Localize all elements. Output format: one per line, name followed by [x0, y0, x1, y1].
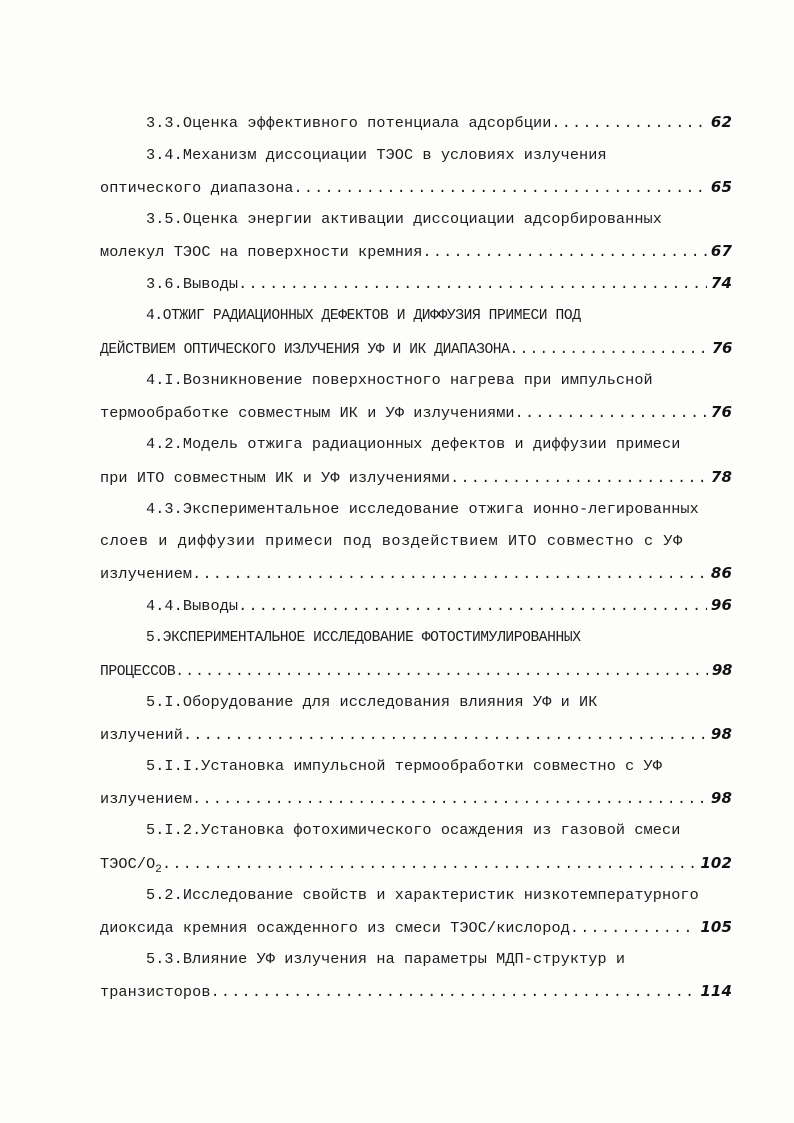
toc-entry-text: 4.3.Экспериментальное исследование отжига ионно-легированных — [146, 500, 699, 518]
toc-entry-text: 5.I.2.Установка фотохимического осаждения из газовой смеси — [146, 821, 681, 839]
toc-entry-3-3 — [146, 110, 732, 134]
toc-entry-5-1-line2 — [100, 722, 732, 746]
page-number: 98 — [710, 789, 732, 807]
toc-entry-text: ПРОЦЕССОВ — [100, 664, 176, 680]
toc-entry-text: 4.4.Выводы — [146, 597, 239, 615]
toc-entry-text: 3.3.Оценка эффективного потенциала адсорбции — [146, 114, 552, 132]
toc-entry-4-2-line2 — [100, 465, 732, 489]
toc-entry-5-1-2-line1 — [146, 818, 732, 842]
leader-dots — [570, 916, 696, 940]
toc-entry-5-1-2-line2 — [100, 851, 732, 875]
toc-entry-text: 3.6.Выводы — [146, 275, 239, 293]
toc-entry-text: 5.I.Оборудование для исследования влияния УФ и ИК — [146, 693, 598, 711]
toc-entry-4-1-line1 — [146, 368, 732, 392]
toc-entry-3-4-line1 — [146, 143, 732, 167]
toc-entry-text: 4.ОТЖИГ РАДИАЦИОННЫХ ДЕФЕКТОВ И ДИФФУЗИЯ ПРИМЕСИ ПОД — [146, 308, 581, 324]
toc-entry-5-1-1-line1 — [146, 754, 732, 778]
toc-entry-text: 5.2.Исследование свойств и характеристик низкотемпературного — [146, 886, 699, 904]
toc-entry-text: 5.ЭКСПЕРИМЕНТАЛЬНОЕ ИССЛЕДОВАНИЕ ФОТОСТИМУЛИРОВАННЫХ — [146, 630, 581, 646]
toc-entry-4-3-line1 — [146, 497, 732, 521]
toc-entry-4-2-line1 — [146, 432, 732, 456]
toc-entry-5-2-line1 — [146, 883, 732, 907]
toc-entry-text: 5.3.Влияние УФ излучения на параметры МДП-структур и — [146, 950, 626, 968]
toc-entry-5-3-line1 — [146, 947, 732, 971]
formula-subscript: 2 — [155, 864, 162, 876]
leader-dots — [450, 466, 707, 490]
toc-entry-3-6 — [146, 271, 732, 295]
toc-entry-4-1-line2 — [100, 400, 732, 424]
page-number: 96 — [710, 596, 732, 614]
toc-entry-5-2-line2 — [100, 915, 732, 939]
page-number: 102 — [700, 854, 732, 872]
page-number: 105 — [700, 918, 732, 936]
toc-entry-5-3-line2 — [100, 979, 732, 1003]
leader-dots — [238, 272, 707, 296]
page-number: 98 — [711, 661, 732, 679]
toc-entry-text: диоксида кремния осажденного из смеси ТЭОС/кислород — [100, 919, 570, 937]
page-number: 86 — [710, 564, 732, 582]
leader-dots — [175, 660, 708, 684]
leader-dots — [183, 723, 707, 747]
toc-entry-text: излучением — [100, 565, 193, 583]
page-number: 65 — [710, 178, 732, 196]
toc-chapter-5-line1 — [146, 626, 732, 650]
toc-chapter-4-line1 — [146, 304, 732, 328]
toc-entry-text: оптического диапазона — [100, 179, 294, 197]
toc-entry-text: слоев и диффузии примеси под воздействием ИТО совместно с УФ — [100, 532, 683, 550]
page-number: 76 — [710, 403, 732, 421]
toc-entry-4-4 — [146, 593, 732, 617]
page-number: 78 — [710, 468, 732, 486]
toc-entry-text: термообработке совместным ИК и УФ излучениями — [100, 404, 515, 422]
toc-entry-text: 4.I.Возникновение поверхностного нагрева при импульсной — [146, 371, 653, 389]
toc-entry-5-1-line1 — [146, 690, 732, 714]
toc-entry-4-3-line2 — [100, 529, 732, 553]
page-number: 76 — [711, 339, 732, 357]
leader-dots — [192, 562, 707, 586]
toc-entry-text: излучением — [100, 790, 193, 808]
toc-entry-text: 3.4.Механизм диссоциации ТЭОС в условиях излучения — [146, 146, 607, 164]
toc-entry-text: ДЕЙСТВИЕМ ОПТИЧЕСКОГО ИЗЛУЧЕНИЯ УФ И ИК ДИАПАЗОНА — [100, 342, 510, 358]
toc-entry-text: 4.2.Модель отжига радиационных дефектов и диффузии примеси — [146, 435, 681, 453]
toc-chapter-4-line2 — [100, 336, 732, 360]
toc-entry-text: излучений — [100, 726, 183, 744]
leader-dots — [510, 338, 708, 362]
toc-entry-3-4-line2 — [100, 175, 732, 199]
leader-dots — [238, 594, 707, 618]
page-number: 67 — [710, 242, 732, 260]
formula-text: ТЭОС/O — [100, 855, 156, 873]
toc-entry-3-5-line2 — [100, 239, 732, 263]
page-number: 114 — [700, 982, 732, 1000]
page-number: 98 — [710, 725, 732, 743]
toc-entry-3-5-line1 — [146, 207, 732, 231]
leader-dots — [162, 852, 696, 876]
leader-dots — [294, 176, 707, 200]
toc-entry-text: 5.I.I.Установка импульсной термообработки совместно с УФ — [146, 757, 662, 775]
toc-entry-text: транзисторов — [100, 983, 211, 1001]
toc-entry-4-3-line3 — [100, 561, 732, 585]
toc-entry-5-1-1-line2 — [100, 786, 732, 810]
toc-entry-text: молекул ТЭОС на поверхности кремния — [100, 243, 423, 261]
leader-dots — [515, 401, 707, 425]
leader-dots — [551, 111, 707, 135]
page-number: 62 — [710, 113, 732, 131]
leader-dots — [192, 787, 707, 811]
toc-entry-text: 3.5.Оценка энергии активации диссоциации адсорбированных — [146, 210, 662, 228]
leader-dots — [423, 240, 707, 264]
toc-chapter-5-line2 — [100, 658, 732, 682]
toc-entry-text: при ИТО совместным ИК и УФ излучениями — [100, 469, 451, 487]
leader-dots — [211, 980, 697, 1004]
toc-entry-text — [100, 852, 162, 882]
page-number: 74 — [710, 274, 732, 292]
